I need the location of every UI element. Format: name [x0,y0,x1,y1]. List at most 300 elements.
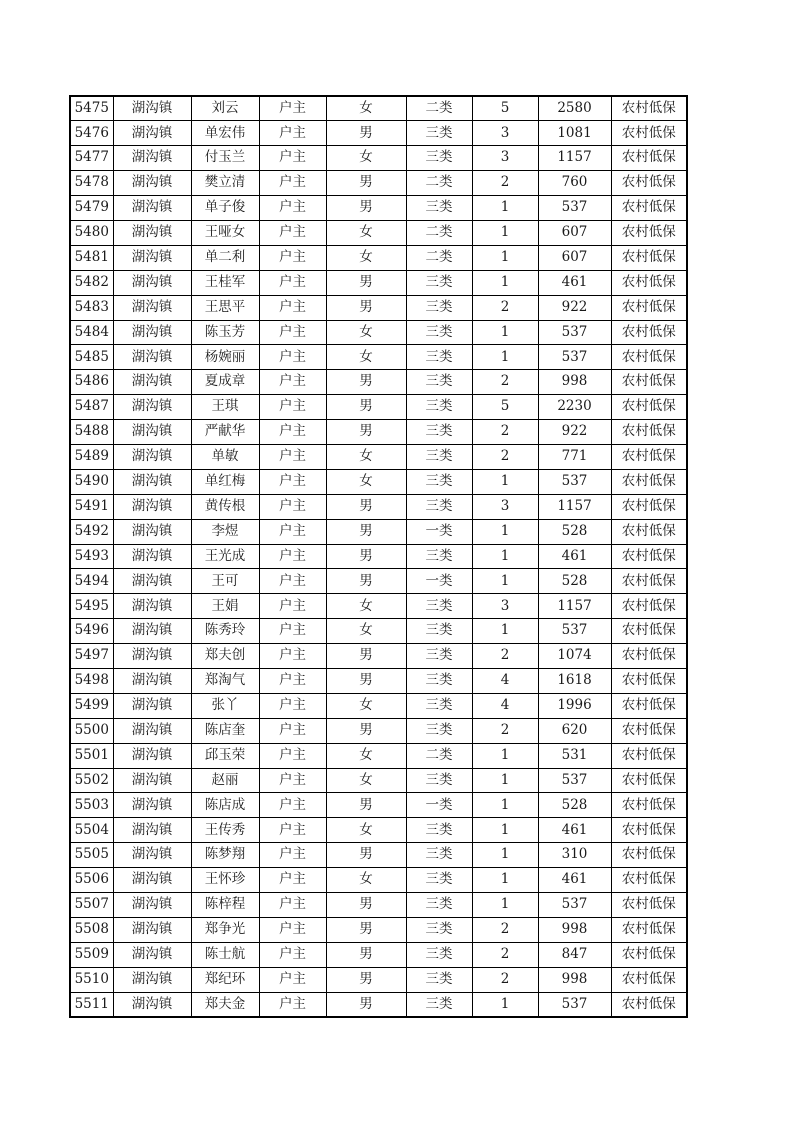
cell-category: 三类 [406,967,472,992]
cell-gender: 女 [326,868,406,893]
cell-name: 郑夫创 [191,644,259,669]
cell-type: 农村低保 [611,942,687,967]
cell-amount: 461 [538,270,611,295]
cell-relation: 户主 [259,793,326,818]
cell-amount: 528 [538,519,611,544]
cell-count: 2 [472,171,538,196]
cell-amount: 2230 [538,395,611,420]
cell-gender: 女 [326,345,406,370]
cell-town: 湖沟镇 [113,718,191,743]
cell-town: 湖沟镇 [113,868,191,893]
cell-count: 1 [472,196,538,221]
table-row [70,196,687,221]
cell-category: 三类 [406,893,472,918]
cell-category: 一类 [406,519,472,544]
cell-category: 三类 [406,121,472,146]
cell-type: 农村低保 [611,793,687,818]
table-row [70,96,687,121]
cell-count: 1 [472,569,538,594]
cell-gender: 男 [326,793,406,818]
cell-name: 王怀珍 [191,868,259,893]
cell-serial: 5482 [70,270,113,295]
table-row [70,743,687,768]
cell-name: 陈梦翔 [191,843,259,868]
cell-relation: 户主 [259,893,326,918]
cell-serial: 5479 [70,196,113,221]
cell-count: 5 [472,96,538,121]
table-row [70,146,687,171]
table-row [70,245,687,270]
cell-gender: 女 [326,619,406,644]
cell-category: 三类 [406,420,472,445]
cell-amount: 537 [538,345,611,370]
cell-serial: 5485 [70,345,113,370]
cell-type: 农村低保 [611,843,687,868]
cell-category: 三类 [406,843,472,868]
cell-amount: 461 [538,818,611,843]
cell-count: 3 [472,146,538,171]
cell-name: 王传秀 [191,818,259,843]
cell-count: 1 [472,818,538,843]
cell-type: 农村低保 [611,370,687,395]
cell-amount: 998 [538,967,611,992]
cell-type: 农村低保 [611,295,687,320]
cell-category: 三类 [406,818,472,843]
cell-count: 1 [472,843,538,868]
cell-relation: 户主 [259,220,326,245]
cell-relation: 户主 [259,494,326,519]
cell-name: 王琪 [191,395,259,420]
cell-town: 湖沟镇 [113,270,191,295]
cell-name: 王思平 [191,295,259,320]
cell-count: 1 [472,270,538,295]
cell-town: 湖沟镇 [113,668,191,693]
cell-gender: 女 [326,146,406,171]
cell-serial: 5481 [70,245,113,270]
cell-gender: 女 [326,320,406,345]
cell-category: 三类 [406,395,472,420]
cell-count: 1 [472,220,538,245]
table-row [70,619,687,644]
cell-relation: 户主 [259,768,326,793]
table-row [70,420,687,445]
cell-serial: 5506 [70,868,113,893]
cell-gender: 女 [326,469,406,494]
cell-amount: 922 [538,420,611,445]
cell-amount: 1157 [538,146,611,171]
cell-name: 赵丽 [191,768,259,793]
cell-town: 湖沟镇 [113,644,191,669]
cell-amount: 537 [538,992,611,1017]
cell-type: 农村低保 [611,220,687,245]
cell-relation: 户主 [259,146,326,171]
cell-gender: 男 [326,644,406,669]
cell-amount: 531 [538,743,611,768]
cell-category: 三类 [406,718,472,743]
cell-amount: 607 [538,220,611,245]
cell-serial: 5509 [70,942,113,967]
cell-gender: 男 [326,420,406,445]
cell-type: 农村低保 [611,395,687,420]
cell-type: 农村低保 [611,519,687,544]
cell-gender: 男 [326,967,406,992]
cell-count: 4 [472,668,538,693]
table-row [70,768,687,793]
cell-relation: 户主 [259,420,326,445]
cell-town: 湖沟镇 [113,569,191,594]
cell-amount: 1157 [538,594,611,619]
table-row [70,942,687,967]
cell-count: 2 [472,444,538,469]
cell-town: 湖沟镇 [113,146,191,171]
cell-count: 2 [472,942,538,967]
cell-relation: 户主 [259,469,326,494]
cell-relation: 户主 [259,818,326,843]
cell-type: 农村低保 [611,245,687,270]
cell-count: 1 [472,893,538,918]
cell-name: 刘云 [191,96,259,121]
cell-amount: 998 [538,370,611,395]
cell-amount: 1157 [538,494,611,519]
cell-name: 陈秀玲 [191,619,259,644]
cell-town: 湖沟镇 [113,420,191,445]
cell-gender: 男 [326,270,406,295]
cell-count: 1 [472,992,538,1017]
cell-town: 湖沟镇 [113,693,191,718]
cell-relation: 户主 [259,395,326,420]
cell-gender: 女 [326,693,406,718]
cell-count: 1 [472,619,538,644]
cell-town: 湖沟镇 [113,793,191,818]
cell-amount: 537 [538,196,611,221]
cell-amount: 847 [538,942,611,967]
cell-serial: 5501 [70,743,113,768]
cell-relation: 户主 [259,843,326,868]
cell-serial: 5489 [70,444,113,469]
cell-amount: 1081 [538,121,611,146]
cell-name: 王桂军 [191,270,259,295]
table-row [70,868,687,893]
cell-gender: 男 [326,196,406,221]
cell-amount: 537 [538,768,611,793]
cell-gender: 男 [326,519,406,544]
cell-serial: 5475 [70,96,113,121]
cell-amount: 1618 [538,668,611,693]
cell-relation: 户主 [259,942,326,967]
cell-type: 农村低保 [611,320,687,345]
cell-name: 单宏伟 [191,121,259,146]
cell-type: 农村低保 [611,196,687,221]
cell-relation: 户主 [259,345,326,370]
table-row [70,917,687,942]
cell-relation: 户主 [259,619,326,644]
cell-town: 湖沟镇 [113,370,191,395]
table-row [70,395,687,420]
cell-count: 2 [472,295,538,320]
cell-name: 陈玉芳 [191,320,259,345]
table-row [70,718,687,743]
cell-category: 三类 [406,469,472,494]
cell-category: 三类 [406,768,472,793]
table-row [70,469,687,494]
cell-serial: 5505 [70,843,113,868]
cell-serial: 5483 [70,295,113,320]
cell-name: 郑淘气 [191,668,259,693]
cell-gender: 女 [326,96,406,121]
cell-name: 邱玉荣 [191,743,259,768]
cell-type: 农村低保 [611,768,687,793]
cell-name: 李煜 [191,519,259,544]
cell-amount: 998 [538,917,611,942]
cell-serial: 5493 [70,544,113,569]
cell-town: 湖沟镇 [113,494,191,519]
cell-town: 湖沟镇 [113,768,191,793]
cell-town: 湖沟镇 [113,220,191,245]
cell-amount: 537 [538,893,611,918]
cell-town: 湖沟镇 [113,245,191,270]
cell-town: 湖沟镇 [113,594,191,619]
cell-town: 湖沟镇 [113,893,191,918]
cell-town: 湖沟镇 [113,320,191,345]
cell-relation: 户主 [259,370,326,395]
cell-count: 1 [472,469,538,494]
cell-category: 三类 [406,942,472,967]
cell-gender: 男 [326,395,406,420]
cell-type: 农村低保 [611,444,687,469]
cell-serial: 5487 [70,395,113,420]
cell-relation: 户主 [259,245,326,270]
cell-relation: 户主 [259,868,326,893]
cell-category: 三类 [406,345,472,370]
table-row [70,519,687,544]
cell-count: 5 [472,395,538,420]
cell-amount: 922 [538,295,611,320]
table-row [70,544,687,569]
cell-count: 1 [472,245,538,270]
cell-gender: 男 [326,917,406,942]
table-row [70,793,687,818]
cell-category: 三类 [406,868,472,893]
cell-amount: 1996 [538,693,611,718]
cell-name: 陈店奎 [191,718,259,743]
cell-count: 2 [472,644,538,669]
cell-relation: 户主 [259,992,326,1017]
cell-category: 三类 [406,644,472,669]
cell-gender: 女 [326,220,406,245]
cell-count: 3 [472,121,538,146]
cell-count: 2 [472,967,538,992]
cell-gender: 男 [326,668,406,693]
cell-category: 三类 [406,594,472,619]
cell-serial: 5494 [70,569,113,594]
cell-gender: 女 [326,768,406,793]
cell-count: 1 [472,320,538,345]
cell-town: 湖沟镇 [113,171,191,196]
cell-count: 1 [472,345,538,370]
cell-gender: 男 [326,843,406,868]
cell-amount: 1074 [538,644,611,669]
cell-count: 1 [472,519,538,544]
cell-count: 4 [472,693,538,718]
cell-town: 湖沟镇 [113,818,191,843]
cell-gender: 男 [326,544,406,569]
cell-name: 王娟 [191,594,259,619]
cell-count: 1 [472,793,538,818]
cell-relation: 户主 [259,594,326,619]
cell-type: 农村低保 [611,718,687,743]
cell-type: 农村低保 [611,693,687,718]
cell-type: 农村低保 [611,668,687,693]
cell-amount: 528 [538,569,611,594]
cell-gender: 男 [326,370,406,395]
cell-category: 三类 [406,992,472,1017]
cell-town: 湖沟镇 [113,196,191,221]
cell-gender: 男 [326,295,406,320]
cell-serial: 5496 [70,619,113,644]
cell-serial: 5510 [70,967,113,992]
cell-type: 农村低保 [611,868,687,893]
cell-category: 三类 [406,494,472,519]
cell-gender: 男 [326,992,406,1017]
table-row [70,594,687,619]
cell-serial: 5484 [70,320,113,345]
cell-relation: 户主 [259,718,326,743]
cell-relation: 户主 [259,644,326,669]
cell-serial: 5492 [70,519,113,544]
cell-gender: 女 [326,818,406,843]
cell-name: 黄传根 [191,494,259,519]
table-row [70,345,687,370]
cell-gender: 男 [326,718,406,743]
cell-type: 农村低保 [611,544,687,569]
table-row [70,171,687,196]
cell-name: 杨婉丽 [191,345,259,370]
cell-category: 二类 [406,245,472,270]
cell-relation: 户主 [259,967,326,992]
cell-type: 农村低保 [611,270,687,295]
cell-relation: 户主 [259,295,326,320]
cell-serial: 5502 [70,768,113,793]
cell-type: 农村低保 [611,594,687,619]
table-row [70,569,687,594]
cell-town: 湖沟镇 [113,619,191,644]
cell-serial: 5497 [70,644,113,669]
table-body [70,96,687,1017]
table-row [70,843,687,868]
cell-serial: 5495 [70,594,113,619]
table-row [70,444,687,469]
cell-town: 湖沟镇 [113,917,191,942]
cell-serial: 5503 [70,793,113,818]
cell-town: 湖沟镇 [113,395,191,420]
cell-serial: 5498 [70,668,113,693]
cell-type: 农村低保 [611,494,687,519]
cell-amount: 461 [538,868,611,893]
table-row [70,220,687,245]
cell-gender: 男 [326,942,406,967]
cell-name: 单子俊 [191,196,259,221]
cell-serial: 5477 [70,146,113,171]
cell-type: 农村低保 [611,893,687,918]
cell-serial: 5508 [70,917,113,942]
cell-relation: 户主 [259,171,326,196]
cell-serial: 5499 [70,693,113,718]
cell-name: 郑纪环 [191,967,259,992]
cell-town: 湖沟镇 [113,345,191,370]
cell-category: 二类 [406,171,472,196]
cell-category: 三类 [406,544,472,569]
cell-town: 湖沟镇 [113,942,191,967]
cell-gender: 男 [326,171,406,196]
cell-type: 农村低保 [611,171,687,196]
cell-count: 1 [472,743,538,768]
cell-name: 樊立清 [191,171,259,196]
table-row [70,270,687,295]
cell-type: 农村低保 [611,569,687,594]
cell-amount: 537 [538,320,611,345]
cell-serial: 5504 [70,818,113,843]
cell-serial: 5490 [70,469,113,494]
cell-name: 单敏 [191,444,259,469]
cell-category: 三类 [406,196,472,221]
cell-town: 湖沟镇 [113,444,191,469]
cell-serial: 5476 [70,121,113,146]
cell-type: 农村低保 [611,96,687,121]
cell-town: 湖沟镇 [113,96,191,121]
table-row [70,992,687,1017]
cell-serial: 5486 [70,370,113,395]
table-row [70,818,687,843]
cell-category: 三类 [406,370,472,395]
cell-count: 3 [472,494,538,519]
table-row [70,320,687,345]
table-row [70,370,687,395]
cell-amount: 528 [538,793,611,818]
cell-count: 1 [472,868,538,893]
cell-category: 一类 [406,793,472,818]
cell-relation: 户主 [259,196,326,221]
cell-name: 付玉兰 [191,146,259,171]
cell-relation: 户主 [259,569,326,594]
cell-type: 农村低保 [611,146,687,171]
cell-type: 农村低保 [611,469,687,494]
cell-type: 农村低保 [611,917,687,942]
cell-town: 湖沟镇 [113,469,191,494]
cell-category: 三类 [406,146,472,171]
cell-type: 农村低保 [611,420,687,445]
cell-relation: 户主 [259,693,326,718]
cell-count: 2 [472,370,538,395]
cell-name: 单二利 [191,245,259,270]
cell-serial: 5500 [70,718,113,743]
cell-count: 2 [472,917,538,942]
cell-type: 农村低保 [611,818,687,843]
cell-name: 陈梓程 [191,893,259,918]
cell-category: 三类 [406,444,472,469]
cell-town: 湖沟镇 [113,967,191,992]
cell-count: 2 [472,420,538,445]
cell-category: 三类 [406,320,472,345]
cell-category: 三类 [406,619,472,644]
cell-gender: 女 [326,444,406,469]
cell-type: 农村低保 [611,967,687,992]
cell-town: 湖沟镇 [113,743,191,768]
cell-category: 二类 [406,220,472,245]
cell-name: 严献华 [191,420,259,445]
cell-relation: 户主 [259,917,326,942]
table-row [70,693,687,718]
cell-town: 湖沟镇 [113,843,191,868]
